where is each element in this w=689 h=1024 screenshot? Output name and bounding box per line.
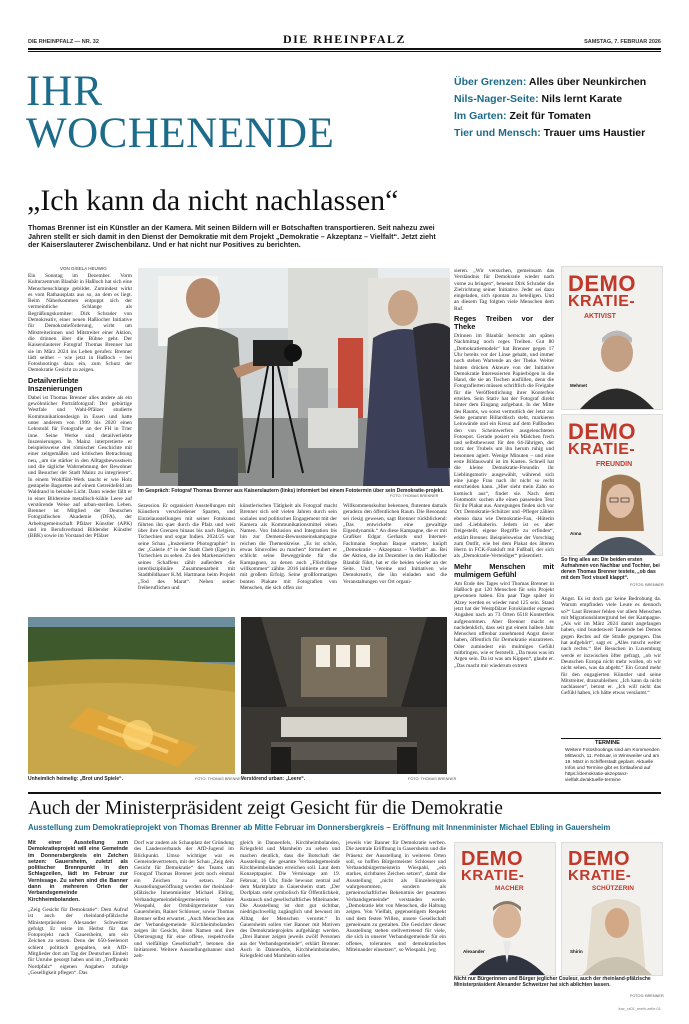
- main-photo-caption-text: Im Gespräch: Fotograf Thomas Brenner aus Kaiserslautern (links) informiert bei einem Fototermin über sein Demokratie-projekt.: [138, 488, 444, 494]
- article2-poster-caption-text: Nicht nur Bürgerinnen und Bürger jeglicher Couleur, auch der rheinland-pfälzische Ministerpräsident Alexander Schweitzer hat sich ablichten lassen.: [454, 976, 651, 988]
- poster-word-2: KRATIE-: [461, 867, 525, 884]
- termine-title: TERMINE: [595, 740, 620, 746]
- article-paragraph: Angst. Es ist doch gar keine Bedrohung da. Warum empfinden viele Leute es dennoch so?“ Laut Brenner fehlen vor allem Menschen mit Migrationshintergrund bei der Kampagne. „Als wir im März 2024 damit angefangen haben, sind bundesweit Tausende bei Demos gegen Rechts auf die Straße gegangen. Das hat aufgehört“, sagt er. „Alles rutscht weiter nach rechts.“ Bei Besuchen in Luxemburg werde er inzwischen öfter gefragt, „ob wir Deutschen Europa nicht mehr wollen, ob wir nicht sehen, was da abgeht.“ Ein Grund mehr für den engagierten Künstler und seine Mitstreiter, dranzubleiben: „Ich kann da nicht nachlassen“, betont er. „Ich will nicht das Gefühl haben, ich hätte etwas versäumt.“: [561, 596, 661, 697]
- article-paragraph: jeweils vier Banner für Demokratie werben. Die zentrale Eröffnung in Gauersheim und die Präsenz der Ausstellung in weiteren Orten soll, so hoffen Bürgermeister Schlosser und Verbandsbürgermeisterin Wiespahl, „ein starkes, sichtbares Zeichen setzen“, damit die Ausstellung „nicht als Einzelereignis wahrgenommen, sondern als gemeinschaftliches Bekenntnis der gesamten Verbandsgemeinde“ verstanden werde. „Demokratie lebt von Menschen, die Haltung zeigen. Von Vielfalt, gegenseitigem Respekt und dem festen Willen, unsere Gesellschaft gemeinsam zu gestalten. Die Gesichter dieser Ausstellung stehen stellvertretend für viele, die sich in unserer Verbandsgemeinde für ein offenes, tolerantes und demokratisches Miteinander einsetzen“, so Wiespahl. jwg: [346, 840, 446, 954]
- demokratie-poster: [561, 842, 663, 976]
- photo-left-credit: FOTO: THOMAS BRENNER: [195, 777, 244, 781]
- poster-portrait-image: [562, 893, 662, 975]
- poster-word-1: DEMO: [568, 271, 636, 296]
- article2-headline: Auch der Ministerpräsident zeigt Gesicht für die Demokratie: [28, 798, 503, 819]
- teaser-item[interactable]: [454, 108, 664, 125]
- poster-name: Shirin: [570, 949, 583, 954]
- article2-poster-caption: [454, 976, 661, 988]
- poster-role: FREUNDIN: [596, 461, 633, 468]
- photo-leere: [241, 617, 447, 774]
- teaser-text: Zeit für Tomaten: [509, 110, 591, 122]
- article-subheading: Detailverliebte Inszenierungen: [28, 375, 83, 393]
- footer-code: kaz_rz01_meth-zelle.01: [618, 1006, 661, 1011]
- article2-poster-credit: FOTOS: BRENNER: [630, 994, 664, 998]
- photo-right-caption: [241, 776, 381, 782]
- masthead-left: DIE RHEINPFALZ — NR. 32: [28, 39, 99, 45]
- termine-text[interactable]: Weitere Fotoshootings sind am Kommenden Mittwoch, 11. Februar, in Winnweiler und am 19. März in Schifferstadt geplant. Aktuelle Infos und Termine gibt es fortlaufend auf https://demokratie-akzeptanz-vielfalt.de/aktuelle-termine: [565, 748, 660, 783]
- article-column-4: [343, 503, 447, 615]
- article-paragraph: Dabei ist Thomas Brenner alles andere als ein gewöhnlicher Porträtfotograf: Der gebürtige Westfale und Wahl-Pfälzer studierte Kommunikationsdesign in Essen und hatte unter anderem von 1999 bis 2020 einen Lehrstuhl für Fotografie an der FH in Trier inne. Seine Werke sind detailverliebte Inszenierungen. In Mainz interpretierte er beispielsweise drei römischer Geschichte mit einer zeitgemäßen und kritischen Betrachtung neu, „um sie stärker in den Alltagsbewusstsein und die tägliche Wahrnehmung der Bewohner und Besucher der Stadt Mainz zu integrieren“. In einem Wohlfühl-Werk taucht er wie Holz gestapelte Baguettes auf einem Getreidefeld am Waldrand in beinahe Licht. Dann wieder fällt er in einer Bildereine metallisch-kühle Leere auf verstörende Weise auf urban-sterilen Leben. Brenner ist Mitglied der Deutschen Fotografischen Akademie (DFA), der Arbeitsgemeinschaft Pfälzer Künstler (APK) und im Berufsverband Bildender Künstler (BBK) sowie im Vorstand der Pfälzer: [28, 394, 132, 540]
- poster-word-1: DEMO: [461, 848, 523, 870]
- article2-column-2: [134, 840, 234, 1000]
- poster-word-2: KRATIE-: [568, 441, 636, 458]
- poster-role: MACHER: [495, 885, 524, 892]
- poster-word-1: DEMO: [568, 419, 636, 444]
- poster-caption-text: So fing alles an: Die beiden ersten Aufnahmen von Nachbar und Tochter, bei denen Thomas Brenner testete, „ob das mit dem Text visuell klappt“.: [561, 557, 660, 581]
- masthead-rule-thin: [28, 51, 661, 52]
- photographer-scene-image: [138, 268, 450, 486]
- article2-column-4: [346, 840, 446, 1000]
- photo-left-caption: [28, 776, 168, 782]
- section-title-line1: IHR: [26, 68, 104, 115]
- article-column-5: [454, 268, 554, 810]
- article-subheading: Mehr Menschen mit mulmigem Gefühl: [454, 561, 554, 579]
- article-column-3: [240, 503, 337, 615]
- article-paragraph: gleich in Dannenfels, Kirchheimbolanden, Kriegsfeld und Marnheim zu sehen und machen deutlich, dass die Botschaft der Ausstellung die gesamte Verbandsgemeinde Kirchheimbolanden erreichen soll. Laut dem Konzeptpapier. Die Vernissage am 19. Februar, 16 Uhr, finde bewusst zentral auf dem Marktplatz in Gauersheim statt. „Der Dorfplatz steht symbolisch für Öffentlichkeit, Austausch und gesellschaftliches Miteinander. Die Ausstellung ist dort gut sichtbar, niedrigschwellig zugänglich und bewusst im Alltag der Menschen verortet.“ In Gauersheim sollen vier Banner mit Motiven des Demokratieprojekts aufgehängt werden. „Drei Banner zeigen jeweils zwölf Personen aus der Verbandsgemeinde“, erklärt Brenner. Auch in Dannenfels, Kirchheimbolanden, Kriegsfeld und Marnheim sollen: [240, 840, 340, 960]
- article-paragraph: Ein Sonntag im Dezember. Vorm Kulturzentrum Blaubär in Haßloch hat sich eine Menschenschlange gebildet. Zumindest wirkt es vom Rathausplatz aus so, an dem es liegt. Beim Näherkommen entpuppt sich der vermeintliche Schlange als Begrüßungskomitee: Dirk Schrader von Demokreativ, einer neuen Haßlocher Initiative für Demokratieförderung, wirbt um Mitstreiterinnen und Mitstreiter einer Aktion, die drinnen über die Bühne geht. Der Kaiserslauterer Fotograf Thomas Brenner hat sie im März 2024 ins Leben gerufen: Brenner lädt seither – wie jetzt in Haßloch – bei Fotoshootings dazu ein, zum Schutz der Demokratie Gesicht zu zeigen.: [28, 273, 132, 374]
- teaser-key: Tier und Mensch:: [454, 127, 541, 139]
- poster-word-2: KRATIE-: [568, 867, 632, 884]
- poster-word-1: DEMO: [568, 848, 630, 870]
- poster-name: Anna: [570, 531, 582, 536]
- article-paragraph: Am Ende des Tages wird Thomas Brenner in Haßloch gut 120 Menschen für sein Projekt gewonnen haben. Ein paar Tage später in Alzey werden es wieder rund 125 sein. Stand jetzt hat der Westpfälzer Fotokünstler eigenen Angaben nach an 73 Orten 6518 Kontertfeis aufgenommen. Aber Brenner macht es nachdenklich, dass seit gut einem halben Jahr Menschen offenbar zunehmend Angst davor haben, öffentlich für Demokratie einzutreten. Oder zumindest ein mulmiges Gefühl mitbringen, wie er feststellt. „Da muss was im Argen sein. Da ist was am Kippen“, glaubt er. „Das macht mir wiederum extrem: [454, 580, 554, 669]
- article2-column-1: [28, 840, 128, 1000]
- demokratie-poster: [454, 842, 556, 976]
- poster-caption: [561, 557, 661, 581]
- masthead-date: SAMSTAG, 7. FEBRUAR 2026: [584, 39, 661, 45]
- poster-role: AKTIVIST: [584, 313, 616, 320]
- main-photo-credit: FOTO: THOMAS BRENNER: [390, 494, 439, 498]
- demokratie-poster: [561, 414, 663, 556]
- poster-portrait-image: [562, 323, 662, 409]
- article-paragraph: Willkommenskultur bekennen, flutenten damals geradezu den öffentlichen Raum. Die Resonanz sei riesig gewesen, sagt Brenner rückblickend: „Das entwickelte eine gewaltige Eigendynamik.“ An diese Kampagne, die er mit Grafiker Edgar Gerhards und Internet-Fachmann Stephan Baque startete, knüpft „Demokratie – Akzeptanz – Vielfalt“ an. Bei der Aktion, die im Dezember in den Haßlocher Blaubär führt, hat er die beiden wieder an der Seite. Und Vereine und Initiativen wie Demokreativ, die ihn einladen und die Veranstaltungen vor Ort organi-: [343, 503, 447, 585]
- teaser-text: Trauer ums Haustier: [543, 127, 646, 139]
- teaser-text: Alles über Neunkirchen: [528, 76, 647, 88]
- article-paragraph: Sezession. Er organisiert Ausstellungen mit Künstlern verschiedener Sparten, und Einzelausstellungen mit seiner Fotokunst führten ihn quer durch die Pfalz und weit über ihre Grenzen hinaus bis nach Belgien, Tschechien und sogar Indien. 2024/25 war seine Schau „Inszenierte Photographie“ in der „Galerie 4“ in der Stadt Cheb (Eger) in Tschechien zu sehen. Zu den Markenzeichen seines Schaffens zählt außerdem die interdisziplinäre Zusammenarbeit mit Stadtbildhauer K.M. Hartmann beim Projekt „Tod des Marat“. Neben seiner freiberuflichen und: [138, 503, 235, 591]
- poster-credit: FOTOS: BRENNER: [630, 583, 664, 587]
- photo-right-caption-text: Verstörend urban: „Leere“.: [241, 776, 306, 782]
- poster-portrait-image: [455, 893, 555, 975]
- teaser-list: [454, 74, 664, 142]
- poster-portrait-image: [562, 471, 662, 555]
- teaser-item[interactable]: [454, 74, 664, 91]
- byline: VON GISELA HEUWIG: [60, 266, 107, 271]
- teaser-key: Im Garten:: [454, 110, 507, 122]
- teaser-item[interactable]: [454, 91, 664, 108]
- article2-subhead: Ausstellung zum Demokratieprojekt von Thomas Brenner ab Mitte Februar im Donnersbergkreis – Eröffnung mit Innenminister Michael Ebling in Gauersheim: [28, 823, 611, 832]
- article2-column-3: [240, 840, 340, 1000]
- article-column-1: [28, 273, 132, 613]
- article-column-2: [138, 503, 235, 615]
- article-paragraph: Drinnen im Blaubär herrscht am späten Nachmittag noch reges Treiben. Gut 80 „Demokratiemodels“ hat Brenner gegen 17 Uhr bereits vor der Linse gehabt, und immer noch stehen Wartende an der Theke. Weiter hinten drücken Akteure von der Initiative Demokratie Interessierten Papierbögen in die Hand, die sie an Tischen ausfüllen, denn die Fotografierten müssen schriftlich die Freigabe für die Veröffentlichung ihrer Konterfeis erteilen. Sein Stativ hat der Fotograf direkt hinter dem Eingang aufgebaut. In der Mitte des Raums, wo sonst vermutlich der Jetzt zur Seite gerammt Billardtisch steht, markieren Leinwände und ein Kreuz auf dem Fußboden den von Scheinwerfern ausgeleuchteten Fotospot. Gerade posiert ein Mädchen frech und selbstbewusst für den 64-Jährigen, der trotz der Trubels um ihn herum ruhig und besonnen agiert. Wenige Minuten – und eine erste Bildauswahl ist im Kasten. Schnell hat die kleine Demokratie-Freundin ihr Lieblingsmotiv ausgewählt, während sich eine junge Frau nach ihr nicht so recht entscheiden kann. „Hier sieht mein Zahn so komisch aus“, findet sie. Nach dem Fotomotiv suchen alle einen passenden Text für ihr Plakat aus. Anregungen finden sich vor Ort: Demokratie-Schützer und -Pfleger zählen ebenso dazu wie Demokratie-Fan, -Hüterin und -Liebhaberin. Jedem ist es aber freigestellt, eigene Begriffe zu erfinden“, erklärt Brenner. Beispielsweise der Vorschlag zum Outfit, wie bei dem Plakat des älteren Herrn in FCK-Fankluft mit Fußball, der sich als „Demokratie-Verteidiger“ präsentiert.: [454, 333, 554, 560]
- article-paragraph: künstlerischen Tätigkeit als Fotograf macht Brenner sich seit vielen Jahren durch sein soziales und politisches Engagement mit der Kamera als Kommunikationsmittel einen Namen. Von Inklusion und Integration bis hin zur Demenz-Bewusstseinskampagne reichen die Themenkreise. „Es ist schön, etwas Sinnvolles zu machen“ formuliert er schlicht seine Beweggründe für die Kampagnen, zu denen auch „Flüchtlinge willkommen“ zählte. 2016 initiierte er diese mit großem Erfolg. Seine großformatigen bunten Plakate mit Fotografien von Menschen, die sich offen zur: [240, 503, 337, 591]
- poster-role: SCHÜTZERIN: [592, 885, 634, 892]
- masthead-title: DIE RHEINPFALZ: [282, 32, 407, 46]
- article-paragraph: Dorf war zudem als Schauplatz der Gründung des Landesverbands der AfD-Jugend im Blickpunkt. Umso wichtiger war es Gemeindevertretern, mit der Schau „Zeig dein Gesicht für Demokratie“ des Teams um Fotograf Thomas Brenner jetzt noch einmal ein Zeichen zu setzen. Zur Ausstellungseröffnung werden der rheinland-pfälzische Innenminister Michael Ebling, Verbandsgemeindebürgermeisterin Sabine Wiespahl, der Ortsbürgermeister von Gauersheim, Rainer Schlosser, sowie Thomas Brenner selbst erwartet. „Auch Menschen aus der Verbandsgemeinde Kirchheimbolanden zeigen ihr Gesicht, ihren Namen und ihre Überzeugung für eine offene, respektvolle und vielfältige Gesellschaft“, betonen die Initiatoren. Weitere Ausstellungsbanner sind zeit-: [134, 840, 234, 960]
- teaser-key: Nils-Nager-Seite:: [454, 93, 539, 105]
- photo-left-caption-text: Unheimlich heimelig: „Brot und Spiele“.: [28, 776, 124, 782]
- teaser-text: Nils lernt Karate: [541, 93, 623, 105]
- empty-room-image: [241, 617, 447, 774]
- termine-rule: [561, 738, 661, 739]
- article-subheading: Reges Treiben vor der Theke: [454, 314, 554, 332]
- article-paragraph: „Zeig Gesicht für Demokratie“: Dem Aufruf ist auch der rheinland-pfälzische Ministerpräsident Alexander Schweitzer gefolgt. Er reiste im Herbst für das Fotoprojekt nach Gauersheim, um ein Zeichen zu setzen. Denn der 650-Seelenort schient politisch gespalten, seit AfD-Mitglieder dort am Tag der Deutschen Einheit für Unruhe gesorgt haben und im „Treffpunkt Nordpfalz“ eigenen Angaben zufolge „Geselligkeit pflegen“. Das: [28, 906, 128, 976]
- photo-right-credit: FOTO: THOMAS BRENNER: [408, 777, 457, 781]
- poster-name: Alexander: [463, 949, 485, 954]
- poster-name: Mehmet: [570, 383, 588, 388]
- teaser-key: Über Grenzen:: [454, 76, 527, 88]
- article-column-6: [561, 596, 661, 734]
- main-photo: [138, 268, 450, 486]
- poster-word-2: KRATIE-: [568, 293, 636, 310]
- article-headline: „Ich kann da nicht nachlassen“: [27, 184, 399, 217]
- teaser-item[interactable]: [454, 125, 664, 142]
- section-title-line2: WOCHENENDE: [26, 110, 335, 157]
- section-divider: [28, 792, 661, 794]
- demokratie-poster: [561, 266, 663, 410]
- field-baguettes-image: [28, 617, 235, 774]
- masthead-rule: [28, 48, 661, 50]
- article2-lead: Mit einer Ausstellung zum Demokratieprojekt will eine Gemeinde im Donnersbergkreis ein Zeichen setzen: Gauersheim, zuletzt als politischer Brennpunkt in den Schlagzeilen, lädt im Februar zur Vernissage. Zu sehen sind die Banner dann in mehreren Orten der Verbandsgemeinde Kirchheimbolanden.: [28, 840, 128, 903]
- article-paragraph: sieren. „Wir versuchen, gemeinsam das Verständnis für Demokratie wieder nach vorne zu bringen“, benennt Dirk Schrader die Zielrichtung seiner Initiative. Jeder sei dazu eingeladen, sich spontan zu beteiligen. Und an diesem Tag folgten viele Menschen dem Ruf.: [454, 268, 554, 312]
- article-lead: Thomas Brenner ist ein Künstler an der Kamera. Mit seinen Bildern will er Botschaften transportieren. Seit nahezu zwei Jahren stellt er sich damit in den Dienst der Demokratie mit dem Projekt „Demokratie – Akzeptanz – Vielfalt“. Jetzt zieht der Kaiserslauterer Zwischenbilanz. Und er hat nicht nur Positives zu berichten.: [28, 223, 436, 250]
- photo-brot-und-spiele: [28, 617, 235, 774]
